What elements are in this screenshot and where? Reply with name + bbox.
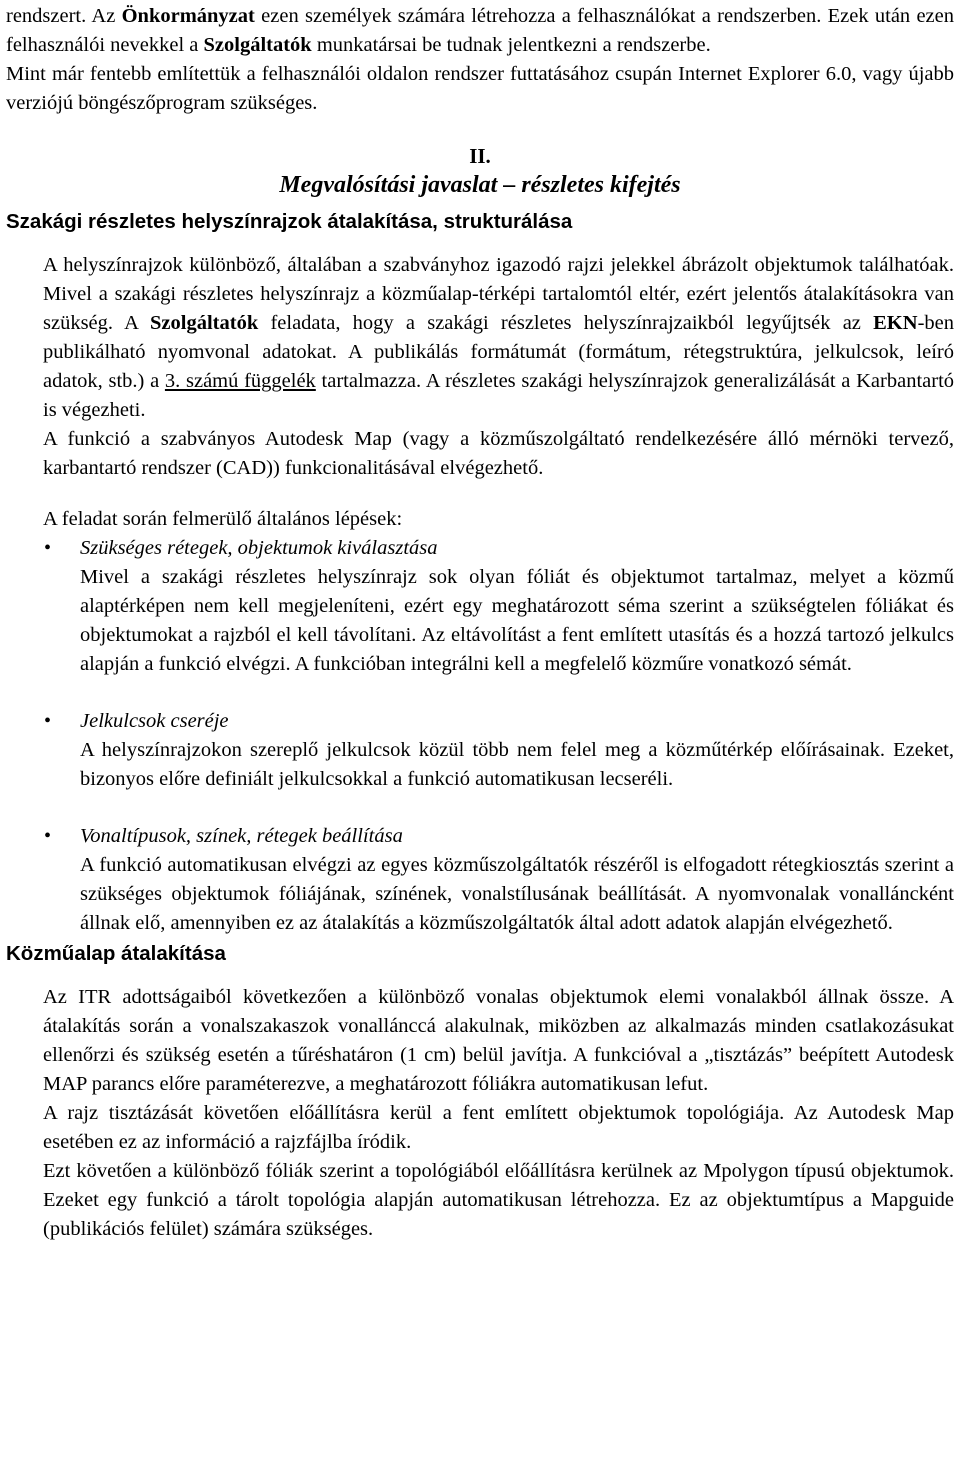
appendix-link[interactable]: 3. számú függelék xyxy=(164,370,316,392)
step-title: Jelkulcsok cseréje xyxy=(80,710,229,732)
intro-paragraph-1 xyxy=(6,0,954,60)
text-run: rendszert. Az xyxy=(6,5,122,27)
bold-term-szolgaltatok: Szolgáltatók xyxy=(203,34,312,56)
subsection-1-paragraph-2: A funkció a szabványos Autodesk Map (vagy a közműszolgáltató rendelkezésére álló mérnöki tervező, karbantartó rendszer (CAD)) funkcionalitásával elvégezhető. xyxy=(43,428,954,479)
text-run: munkatársai be tudnak jelentkezni a rendszerbe. xyxy=(311,34,711,56)
subsection-2-paragraph-2: A rajz tisztázását követően előállításra kerül a fent említett objektumok topológiája. Az Autodesk Map esetében ez az információ a rajzfájlba íródik. xyxy=(43,1102,954,1153)
step-text: Mivel a szakági részletes helyszínrajz sok olyan fóliát és objektumot tartalmaz, melyet a közmű alaptérképen nem kell megjeleníteni, ezért egy meghatározott séma szerint a szükségtelen fóliákat és objektumokat a rajzból el kell távolítani. Az eltávolítást a fent említett utasítás és a hozzá tartozó jelkulcs alapján a funkció elvégzi. A funkcióban integrálni kell a megfelelő közműre vonatkozó sémát. xyxy=(80,566,954,675)
section-number: II. xyxy=(469,144,491,168)
list-item xyxy=(6,534,954,679)
subsection-2-paragraph-3: Ezt követően a különböző fóliák szerint a topológiából előállításra kerülnek az Mpolygon típusú objektumok. Ezeket egy funkció a tárolt topológia alapján automatikusan létrehozza. Ez az objektumtípus a Mapguide (publikációs felület) számára szükséges. xyxy=(43,1160,954,1240)
text-run: tartalmazza. A részletes szakági helyszínrajzok generalizálását a Karbantartó is végezheti. xyxy=(43,370,955,421)
subsection-1-paragraph-1 xyxy=(6,251,954,425)
step-title: Vonaltípusok, színek, rétegek beállítása xyxy=(80,825,403,847)
list-item xyxy=(6,707,954,794)
list-item xyxy=(6,822,954,938)
bullet-icon: • xyxy=(44,537,52,559)
intro-paragraph-2: Mint már fentebb említettük a felhasználói oldalon rendszer futtatásához csupán Internet Explorer 6.0, vagy újabb verziójú böngészőprogram szükséges. xyxy=(6,63,954,114)
bullet-icon: • xyxy=(44,710,52,732)
bold-term-szolgaltatok: Szolgáltatók xyxy=(150,312,259,334)
subsection-2-paragraph-1: Az ITR adottságaiból következően a különböző vonalas objektumok elemi vonalakból állnak össze. A átalakítás során a vonalszakaszok vonallánccá alakulnak, miközben az alkalmazás minden csatlakozásukat ellenőrzi és szükség esetén a tűréshatáron (1 cm) belül javítja. A funkcióval a „tisztázás” beépített Autodesk MAP parancs előre paraméterezve, a meghatározott fóliákra automatikusan lefut. xyxy=(43,986,954,1095)
text-run: A helyszínrajzok különböző, általában a szabványhoz igazodó rajzi jelekkel ábrázolt objektumok találhatóak. Mivel a szakági részletes helyszínrajz a közműalap-térképi tartalomtól eltér, ezért jelentős átalakításokra van szükség. A xyxy=(43,254,954,334)
step-text: A funkció automatikusan elvégzi az egyes közműszolgáltatók részéről is elfogadott rétegkiosztás szerint a szükséges objektumok fóliájának, színének, vonalstílusának beállítását. A nyomvonalak vonalláncként állnak elő, amennyiben ez az átalakítás a közműszolgáltatók által adott adatok alapján elvégezhető. xyxy=(80,854,954,934)
section-title: Megvalósítási javaslat – részletes kifejtés xyxy=(279,172,681,198)
steps-list xyxy=(6,534,954,938)
step-text: A helyszínrajzokon szereplő jelkulcsok közül több nem felel meg a közműtérkép előírásainak. Ezeket, bizonyos előre definiált jelkulcsokkal a funkció automatikusan lecseréli. xyxy=(80,739,954,790)
text-run: feladata, hogy a szakági részletes helyszínrajzaikból legyűjtsék az xyxy=(258,312,874,334)
subsection-heading-2: Közműalap átalakítása xyxy=(6,942,226,965)
text-run: -ben publikálható nyomvonal adatokat. A publikálás formátumát (formátum, rétegstruktúra, jelkulcsok, leíró adatok, stb.) a xyxy=(43,312,954,392)
text-run: ezen személyek számára létrehozza a felhasználókat a rendszerben. Ezek után ezen felhasználói nevekkel a xyxy=(6,5,954,56)
bullet-icon: • xyxy=(44,825,52,847)
subsection-heading-1: Szakági részletes helyszínrajzok átalakítása, strukturálása xyxy=(6,210,573,233)
bold-term-ekn: EKN xyxy=(873,312,918,334)
steps-intro: A feladat során felmerülő általános lépések: xyxy=(43,508,403,530)
bold-term-onkormanyzat: Önkormányzat xyxy=(121,5,255,27)
step-title: Szükséges rétegek, objektumok kiválasztása xyxy=(80,537,438,559)
